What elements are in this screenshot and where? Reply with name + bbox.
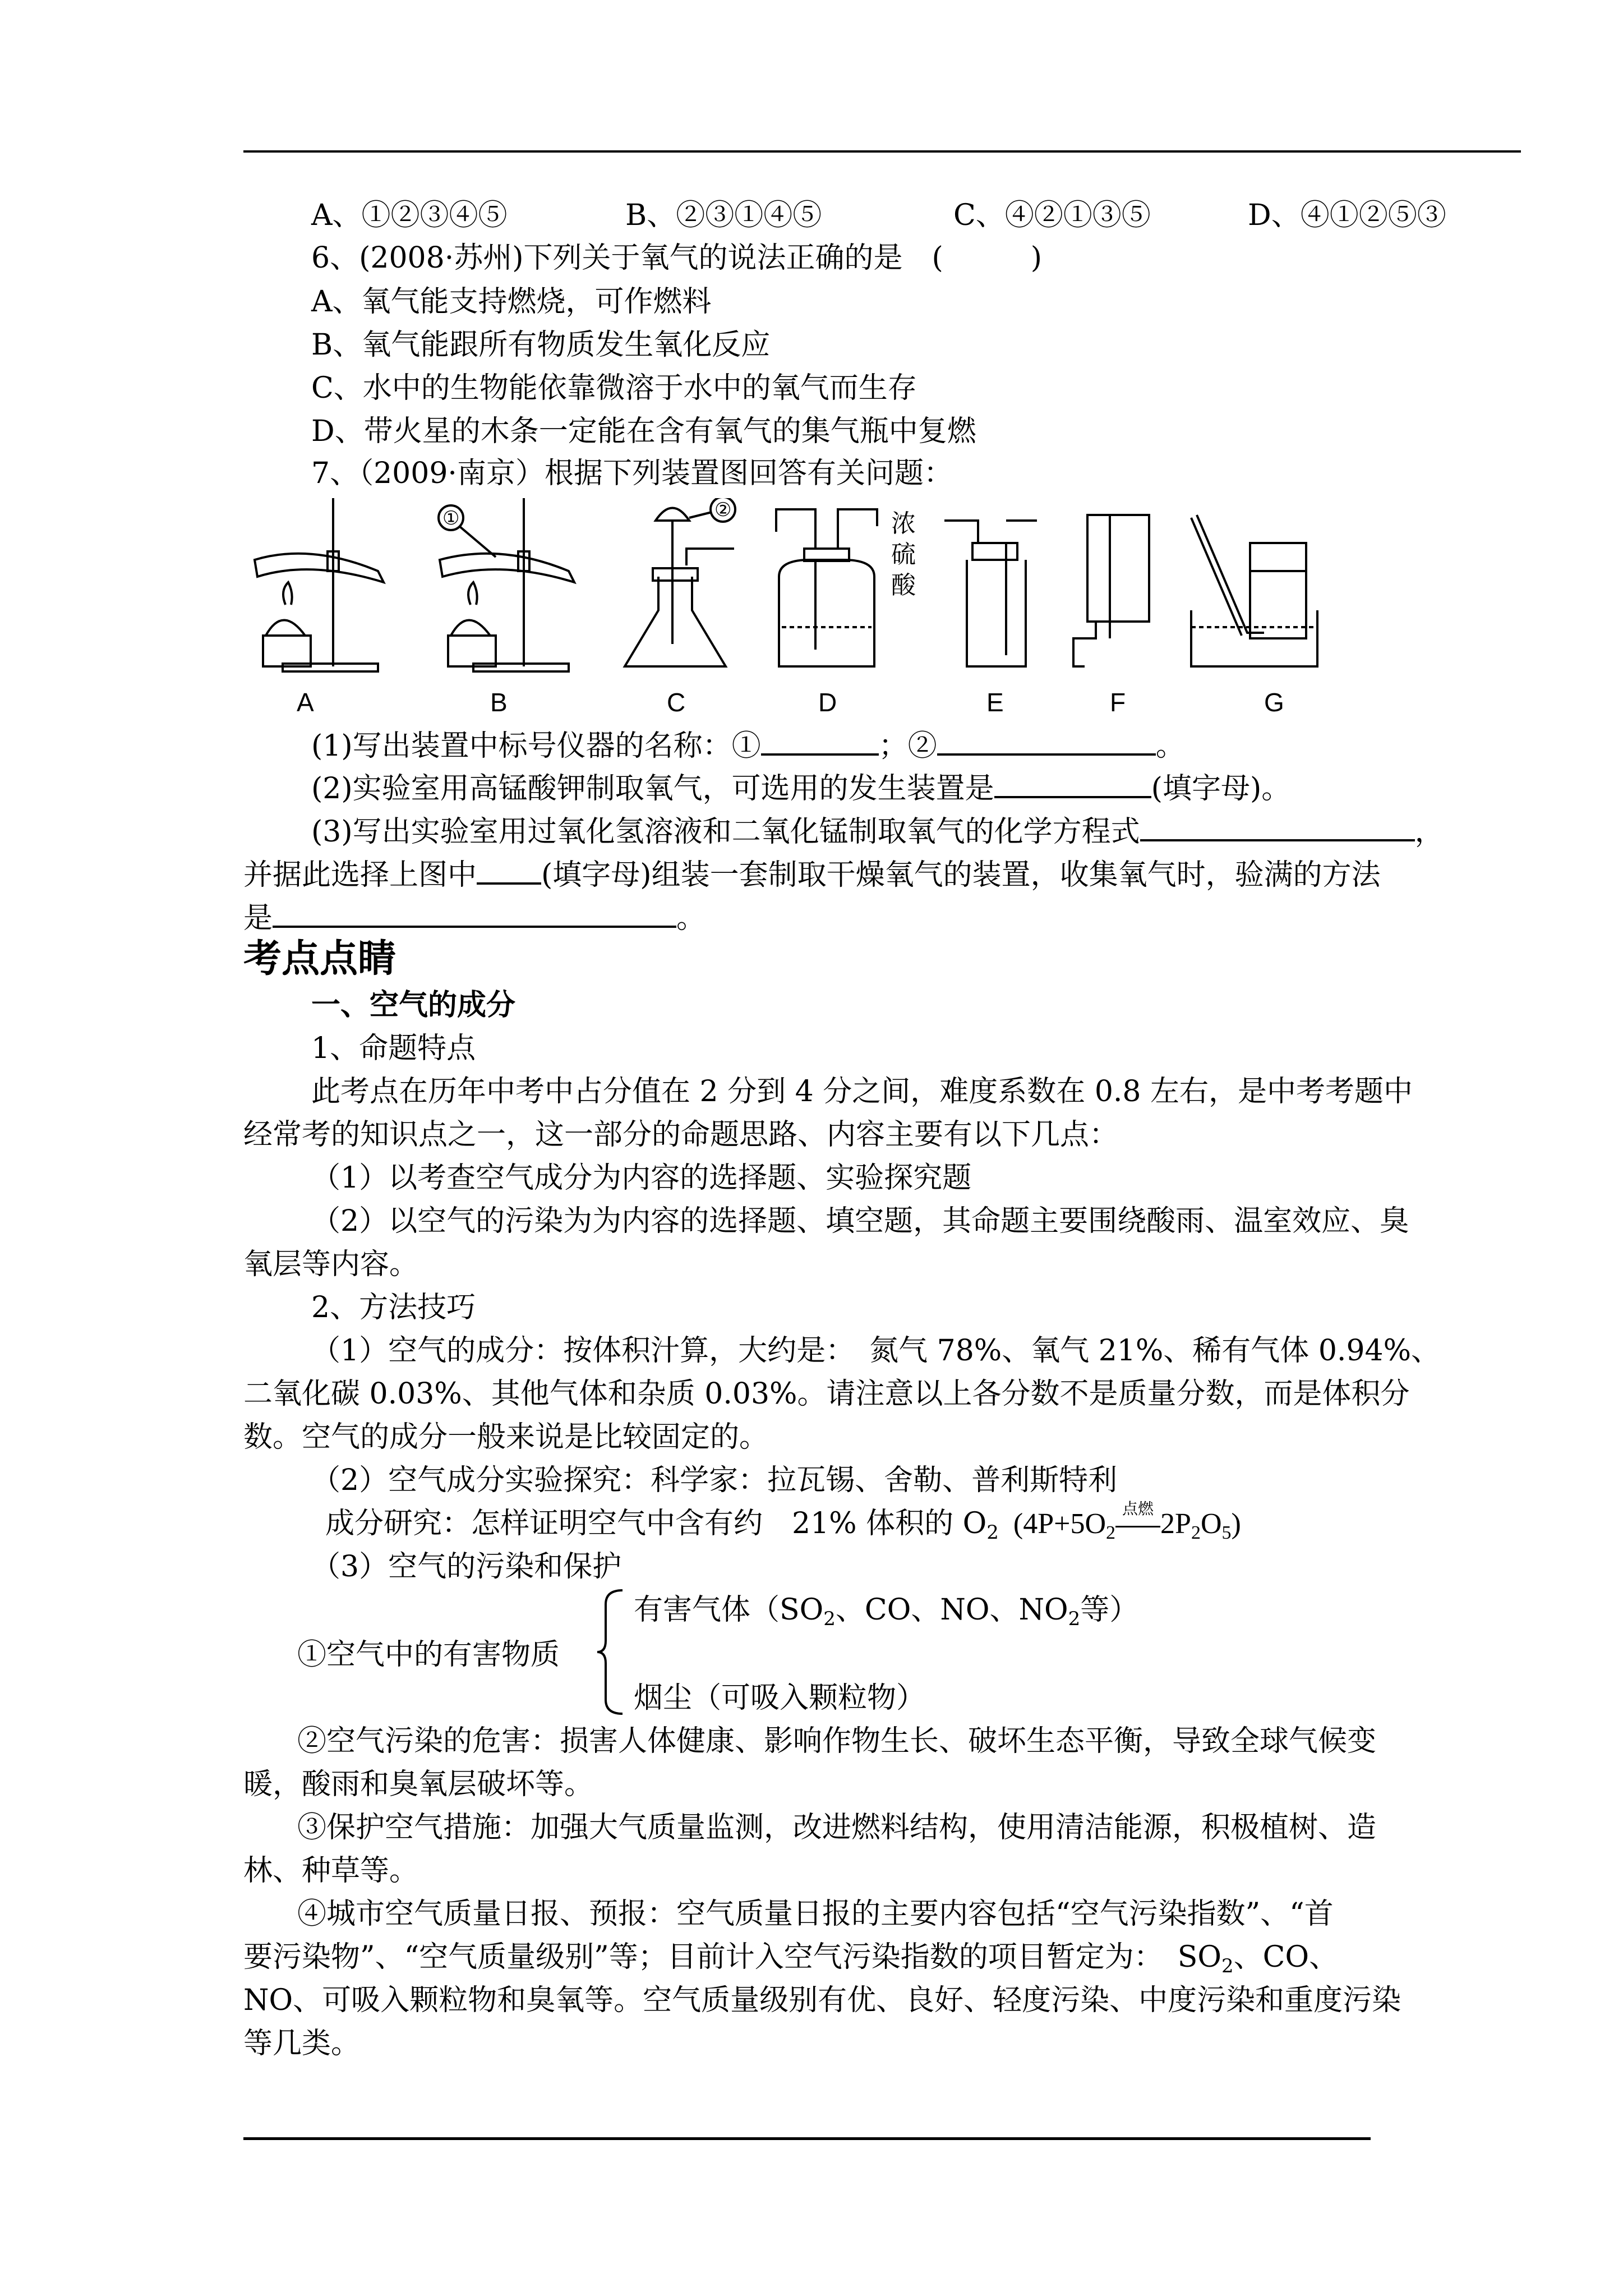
- svg-text:酸: 酸: [891, 571, 916, 600]
- harm4-line3: NO、可吸入颗粒物和臭氧等。空气质量级别有优、良好、轻度污染、中度污染和重度污染: [243, 1984, 1401, 2017]
- figure-label-b: B: [490, 688, 508, 717]
- q7-sub3-end: 是 。: [243, 899, 706, 936]
- p2-item1-line3: 数。空气的成分一般来说是比较固定的。: [243, 1420, 769, 1454]
- q5-option-a: A、①②③④⑤: [311, 199, 508, 232]
- apparatus-f: [1073, 515, 1149, 666]
- harm2-line1: ②空气污染的危害：损害人体健康、影响作物生长、破坏生态平衡，导致全球气候变: [297, 1724, 1377, 1758]
- apparatus-a: [255, 498, 384, 671]
- footer-rule: [243, 2137, 1371, 2140]
- q7-sub2: (2)实验室用高锰酸钾制取氧气，可选用的发生装置是 (填字母)。: [311, 769, 1290, 807]
- apparatus-d: [776, 509, 916, 666]
- p2-item2: （2）空气成分实验探究：科学家：拉瓦锡、舍勒、普利斯特利: [311, 1464, 1118, 1497]
- p2-item1-line1: （1）空气的成分：按体积汁算，大约是： 氮气 78%、氧气 21%、稀有气体 0.94%、: [311, 1334, 1441, 1368]
- harm3-line2: 林、种草等。: [243, 1854, 419, 1888]
- apparatus-e: [944, 521, 1037, 666]
- p1-line1: 此考点在历年中考中占分值在 2 分到 4 分之间，难度系数在 0.8 左右，是中考考题中: [311, 1075, 1413, 1108]
- p1-title: 1、命题特点: [311, 1032, 476, 1065]
- p1-item1: （1）以考查空气成分为内容的选择题、实验探究题: [311, 1161, 972, 1195]
- marker-1: ①: [442, 507, 460, 530]
- answer-blank-5[interactable]: [477, 855, 541, 885]
- figure-label-d: D: [818, 688, 837, 717]
- q5-option-b: B、②③①④⑤: [625, 199, 822, 232]
- section-title: 考点点睛: [243, 937, 396, 981]
- brace-icon: [594, 1588, 628, 1717]
- harm4-line2: 要污染物”、“空气质量级别”等；目前计入空气污染指数的项目暂定为： $SO_2$、CO、: [243, 1940, 1339, 1977]
- q7-stem: 7、（2009·南京）根据下列装置图回答有关问题：: [311, 457, 953, 490]
- answer-blank-1[interactable]: [761, 726, 879, 756]
- harm-gas: 有害气体（$SO_2$、CO、NO、$NO_2$等）: [634, 1593, 1139, 1630]
- q6-option-a: A、氧气能支持燃烧，可作燃料: [311, 285, 712, 319]
- p2-title: 2、方法技巧: [311, 1291, 476, 1324]
- svg-text:硫: 硫: [891, 540, 916, 569]
- harm-label: ①空气中的有害物质: [297, 1638, 560, 1672]
- harm3-line1: ③保护空气措施：加强大气质量监测，改进燃料结构，使用清洁能源，积极植树、造: [297, 1811, 1377, 1844]
- answer-blank-3[interactable]: [994, 769, 1151, 798]
- q5-option-d: D、④①②⑤③: [1248, 199, 1446, 232]
- q6-option-b: B、氧气能跟所有物质发生氧化反应: [311, 328, 771, 362]
- p2-item2-research: 成分研究：怎样证明空气中含有约 21% 体积的 $O_2$ ($4P+5O_2$ 点燃 $2P_2O_5$): [325, 1501, 1241, 1544]
- harm2-line2: 暖，酸雨和臭氧层破坏等。: [243, 1768, 594, 1801]
- q7-sub1: (1)写出装置中标号仪器的名称：① ；② 。: [311, 726, 1185, 764]
- answer-blank-2[interactable]: [937, 726, 1156, 756]
- figure-label-f: F: [1110, 688, 1126, 717]
- q5-option-c: C、④②①③⑤: [953, 199, 1151, 232]
- answer-blank-6[interactable]: [273, 899, 676, 928]
- q7-sub3-cont: 并据此选择上图中 (填字母)组装一套制取干燥氧气的装置，收集氧气时，验满的方法: [243, 855, 1381, 893]
- harm4-line1: ④城市空气质量日报、预报：空气质量日报的主要内容包括“空气污染指数”、“首: [297, 1897, 1334, 1931]
- reaction-condition: 点燃: [1115, 1506, 1160, 1542]
- marker-2: ②: [714, 499, 732, 521]
- answer-blank-4[interactable]: [1140, 812, 1415, 841]
- apparatus-g: [1191, 515, 1317, 666]
- figure-label-c: C: [667, 688, 686, 717]
- figure-label-g: G: [1264, 688, 1284, 717]
- p2-item1-line2: 二氧化碳 0.03%、其他气体和杂质 0.03%。请注意以上各分数不是质量分数，而是体积分: [243, 1377, 1410, 1411]
- q6-stem: 6、(2008·苏州)下列关于氧气的说法正确的是 ( ): [311, 241, 1043, 275]
- figure-label-a: A: [297, 688, 314, 717]
- apparatus-c: [625, 498, 735, 666]
- apparatus-figure: [243, 498, 1326, 717]
- svg-text:浓: 浓: [891, 509, 916, 538]
- q6-option-c: C、水中的生物能依靠微溶于水中的氧气而生存: [311, 371, 917, 405]
- p1-item2-line2: 氧层等内容。: [243, 1248, 419, 1281]
- p2-item3: （3）空气的污染和保护: [311, 1550, 622, 1584]
- q6-option-d: D、带火星的木条一定能在含有氧气的集气瓶中复燃: [311, 415, 976, 448]
- p1-item2-line1: （2）以空气的污染为为内容的选择题、填空题，其命题主要围绕酸雨、温室效应、臭: [311, 1204, 1409, 1238]
- p1-line2: 经常考的知识点之一，这一部分的命题思路、内容主要有以下几点：: [243, 1118, 1119, 1152]
- harm4-line4: 等几类。: [243, 2027, 361, 2060]
- q7-sub3: (3)写出实验室用过氧化氢溶液和二氧化锰制取氧气的化学方程式 ，: [311, 812, 1444, 850]
- figure-label-e: E: [986, 688, 1004, 717]
- header-rule: [243, 150, 1521, 153]
- section1-title: 一、空气的成分: [311, 988, 516, 1022]
- harm-dust: 烟尘（可吸入颗粒物）: [634, 1681, 926, 1715]
